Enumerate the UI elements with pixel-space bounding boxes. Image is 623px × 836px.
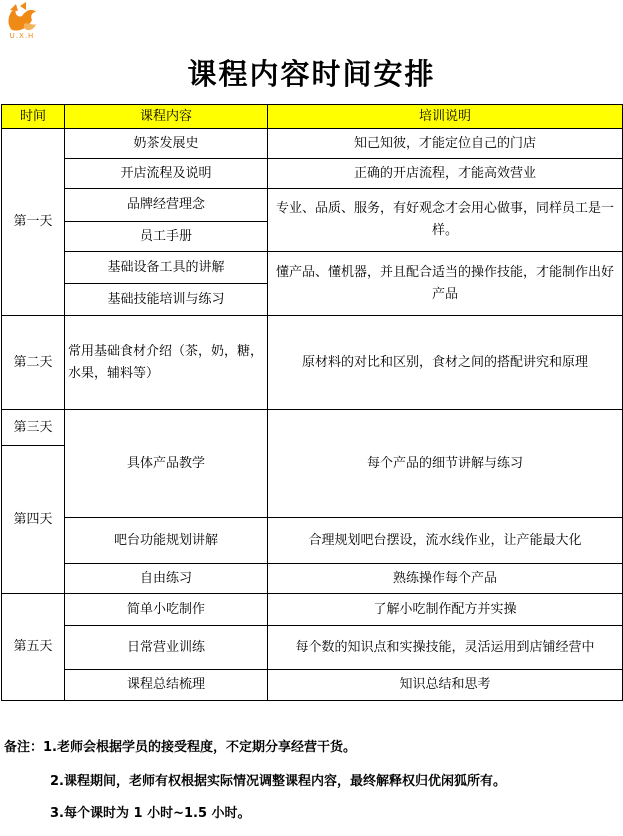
table-row [2,626,623,670]
course-content: 基础技能培训与练习 [65,284,268,316]
note-2: 2.课程期间，老师有权根据实际情况调整课程内容，最终解释权归优闲狐所有。 [50,774,506,789]
table-header-row [2,105,623,129]
table-row [2,129,623,159]
table-row [2,564,623,594]
table-row [2,189,623,222]
header-desc: 培训说明 [268,105,623,129]
table-row [2,594,623,626]
course-content: 课程总结梳理 [65,670,268,701]
course-content: 常用基础食材介绍（茶，奶，糖，水果，辅料等） [65,316,268,410]
course-desc: 正确的开店流程，才能高效营业 [268,159,623,189]
fox-logo-icon [2,2,42,36]
table-row [2,159,623,189]
logo-text: U.X.H [9,32,35,40]
course-desc: 每个产品的细节讲解与练习 [268,410,623,518]
table-row [2,410,623,446]
day-label: 第二天 [2,316,65,410]
table-row [2,316,623,410]
course-desc: 知识总结和思考 [268,670,623,701]
note-3: 3.每个课时为 1 小时~1.5 小时。 [50,806,251,821]
table-row [2,670,623,701]
day-label: 第五天 [2,594,65,701]
course-desc: 专业、品质、服务，有好观念才会用心做事，同样员工是一样。 [268,189,623,252]
schedule-table [1,104,623,701]
course-content: 日常营业训练 [65,626,268,670]
course-content: 奶茶发展史 [65,129,268,159]
course-content: 简单小吃制作 [65,594,268,626]
day-label: 第四天 [2,446,65,594]
header-content: 课程内容 [65,105,268,129]
header-time: 时间 [2,105,65,129]
day-label: 第一天 [2,129,65,316]
table-row [2,518,623,564]
course-desc: 合理规划吧台摆设，流水线作业，让产能最大化 [268,518,623,564]
course-content: 品牌经营理念 [65,189,268,222]
course-desc: 原材料的对比和区别，食材之间的搭配讲究和原理 [268,316,623,410]
course-desc: 知己知彼，才能定位自己的门店 [268,129,623,159]
page-title: 课程内容时间安排 [187,57,436,91]
course-desc: 每个数的知识点和实操技能，灵活运用到店铺经营中 [268,626,623,670]
course-content: 员工手册 [65,222,268,252]
course-desc: 懂产品、懂机器，并且配合适当的操作技能，才能制作出好产品 [268,252,623,316]
table-row [2,252,623,284]
course-content: 具体产品教学 [65,410,268,518]
note-1: 备注：1.老师会根据学员的接受程度，不定期分享经营干货。 [4,740,356,755]
day-label: 第三天 [2,410,65,446]
course-desc: 熟练操作每个产品 [268,564,623,594]
course-desc: 了解小吃制作配方并实操 [268,594,623,626]
course-content: 基础设备工具的讲解 [65,252,268,284]
course-content: 自由练习 [65,564,268,594]
course-content: 开店流程及说明 [65,159,268,189]
course-content: 吧台功能规划讲解 [65,518,268,564]
